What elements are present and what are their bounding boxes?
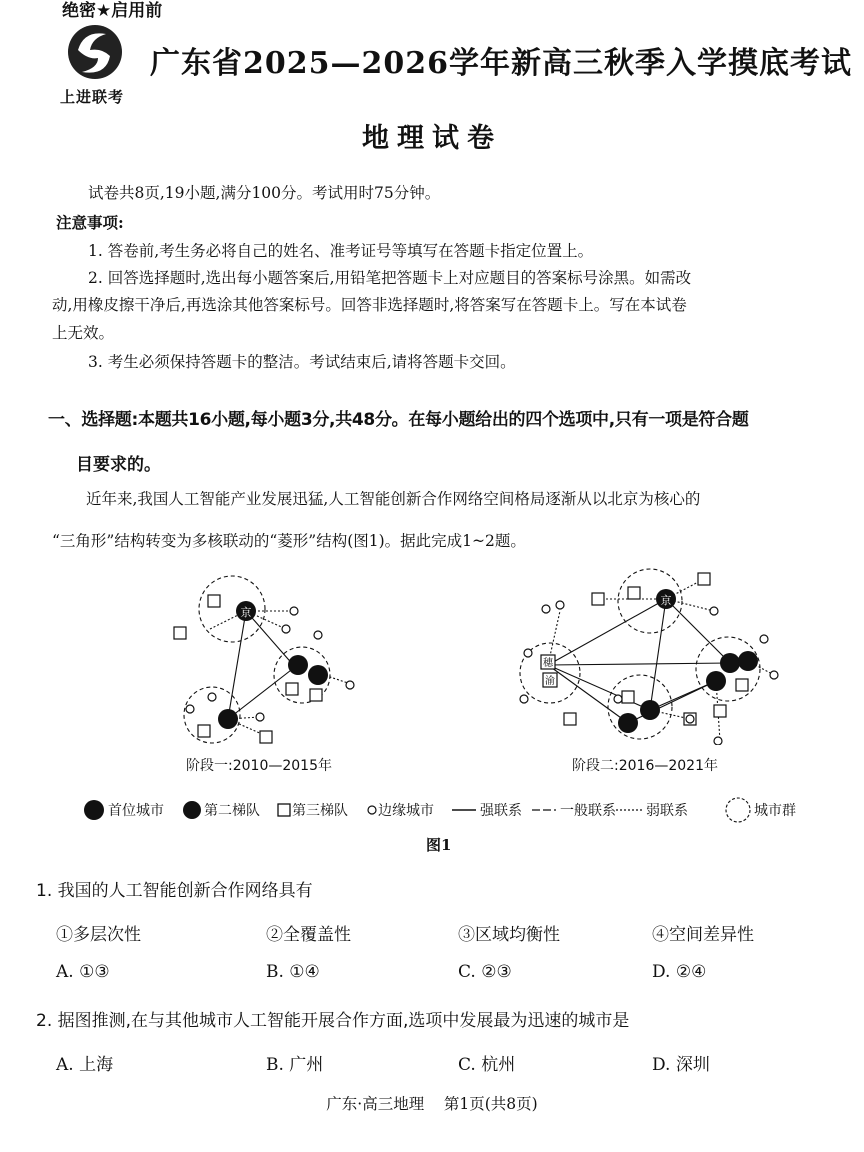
legend-second-tier: 第二梯队 — [204, 803, 260, 819]
notice-item-1: 1. 答卷前,考生务必将自己的姓名、准考证号等填写在答题卡指定位置上。 — [88, 242, 594, 260]
question-1-option-b: B. ①④ — [266, 962, 320, 982]
confidential-mark: 绝密★启用前 — [62, 1, 163, 21]
network-figure — [150, 565, 790, 745]
edge-city-node — [770, 671, 778, 679]
second-tier-node — [308, 665, 328, 685]
edge-city-node — [542, 605, 550, 613]
logo-text: 上进联考 — [60, 88, 125, 106]
legend-edge-city: 边缘城市 — [378, 803, 434, 819]
figure-label: 图1 — [426, 836, 452, 854]
third-tier-node — [628, 587, 640, 599]
third-tier-node — [286, 683, 298, 695]
question-2-stem: 2. 据图推测,在与其他城市人工智能开展合作方面,选项中发展最为迅速的城市是 — [36, 1011, 630, 1031]
exam-info: 试卷共8页,19小题,满分100分。考试用时75分钟。 — [88, 184, 441, 202]
legend-weak-link: 弱联系 — [646, 803, 688, 819]
city-label-yu: 渝 — [545, 676, 555, 687]
question-2-option-d: D. 深圳 — [652, 1055, 710, 1075]
third-tier-node — [564, 713, 576, 725]
edge-city-node — [686, 715, 694, 723]
third-tier-node — [736, 679, 748, 691]
question-2-option-a: A. 上海 — [56, 1055, 114, 1075]
second-tier-node — [288, 655, 308, 675]
notice-item-2-line-2: 动,用橡皮擦干净后,再选涂其他答案标号。回答非选择题时,将答案写在答题卡上。写在本试卷 — [52, 296, 687, 314]
cluster-legend-icon — [726, 798, 750, 822]
third-tier-node — [622, 691, 634, 703]
notice-item-3: 3. 考生必须保持答题卡的整洁。考试结束后,请将答题卡交回。 — [88, 353, 516, 371]
passage-line-2: “三角形”结构转变为多核联动的“菱形”结构(图1)。据此完成1~2题。 — [52, 532, 526, 550]
legend-strong-link: 强联系 — [480, 803, 522, 819]
edge-city-node — [314, 631, 322, 639]
city-label-jing: 京 — [660, 594, 672, 607]
stage-2-caption: 阶段二:2016—2021年 — [572, 758, 718, 774]
second-tier-legend-icon — [183, 801, 201, 819]
edge-city-node — [208, 693, 216, 701]
edge-city-node — [282, 625, 290, 633]
edge-city-node — [714, 737, 722, 745]
second-tier-node — [618, 713, 638, 733]
question-2-option-b: B. 广州 — [266, 1055, 324, 1075]
edge-city-node — [614, 695, 622, 703]
third-tier-node — [198, 725, 210, 737]
city-label-sui: 穗 — [543, 658, 553, 669]
notice-heading: 注意事项: — [56, 213, 124, 232]
legend-cluster: 城市群 — [754, 803, 796, 819]
edge-city-legend-icon — [368, 806, 376, 814]
question-1-option-d: D. ②④ — [652, 962, 707, 982]
question-2-option-c: C. 杭州 — [458, 1055, 516, 1075]
second-tier-node — [218, 709, 238, 729]
third-tier-node — [310, 689, 322, 701]
legend-general-link: 一般联系 — [560, 803, 616, 819]
third-tier-legend-icon — [278, 804, 290, 816]
third-tier-node — [698, 573, 710, 585]
question-1-item: ①多层次性 — [56, 925, 141, 945]
edge-city-node — [186, 705, 194, 713]
section-heading-line-1: 一、选择题:本题共16小题,每小题3分,共48分。在每小题给出的四个选项中,只有一项是符合题 — [48, 410, 749, 430]
question-1-item: ③区域均衡性 — [458, 925, 560, 945]
legend-third-tier: 第三梯队 — [292, 803, 348, 819]
subject-title: 地理试卷 — [362, 123, 502, 154]
question-1-item: ②全覆盖性 — [266, 925, 351, 945]
third-tier-node — [714, 705, 726, 717]
edge-city-node — [760, 635, 768, 643]
edge-city-node — [556, 601, 564, 609]
exam-title: 广东省2025—2026学年新高三秋季入学摸底考试 — [150, 46, 852, 81]
question-1-stem: 1. 我国的人工智能创新合作网络具有 — [36, 881, 313, 901]
third-tier-node — [260, 731, 272, 743]
second-tier-node — [738, 651, 758, 671]
stage-1-caption: 阶段一:2010—2015年 — [186, 758, 332, 774]
question-1-option-a: A. ①③ — [56, 962, 110, 982]
first-city-legend-icon — [84, 800, 104, 820]
notice-item-2-line-3: 上无效。 — [52, 324, 115, 342]
second-tier-node — [640, 700, 660, 720]
second-tier-node — [706, 671, 726, 691]
question-1-option-c: C. ②③ — [458, 962, 512, 982]
edge-city-node — [256, 713, 264, 721]
third-tier-node — [208, 595, 220, 607]
third-tier-node — [592, 593, 604, 605]
second-tier-node — [720, 653, 740, 673]
notice-item-2-line-1: 2. 回答选择题时,选出每小题答案后,用铅笔把答题卡上对应题目的答案标号涂黑。如需改 — [88, 269, 692, 287]
question-1-item: ④空间差异性 — [652, 925, 754, 945]
legend-first-city: 首位城市 — [108, 803, 164, 819]
city-label-jing: 京 — [240, 606, 252, 619]
edge-city-node — [520, 695, 528, 703]
edge-city-node — [710, 607, 718, 615]
page-footer: 广东·高三地理 第1页(共8页) — [326, 1095, 538, 1113]
section-heading-line-2: 目要求的。 — [76, 455, 161, 475]
edge-city-node — [290, 607, 298, 615]
edge-city-node — [346, 681, 354, 689]
passage-line-1: 近年来,我国人工智能产业发展迅猛,人工智能创新合作网络空间格局逐渐从以北京为核心的 — [86, 490, 701, 508]
third-tier-node — [174, 627, 186, 639]
edge-city-node — [524, 649, 532, 657]
